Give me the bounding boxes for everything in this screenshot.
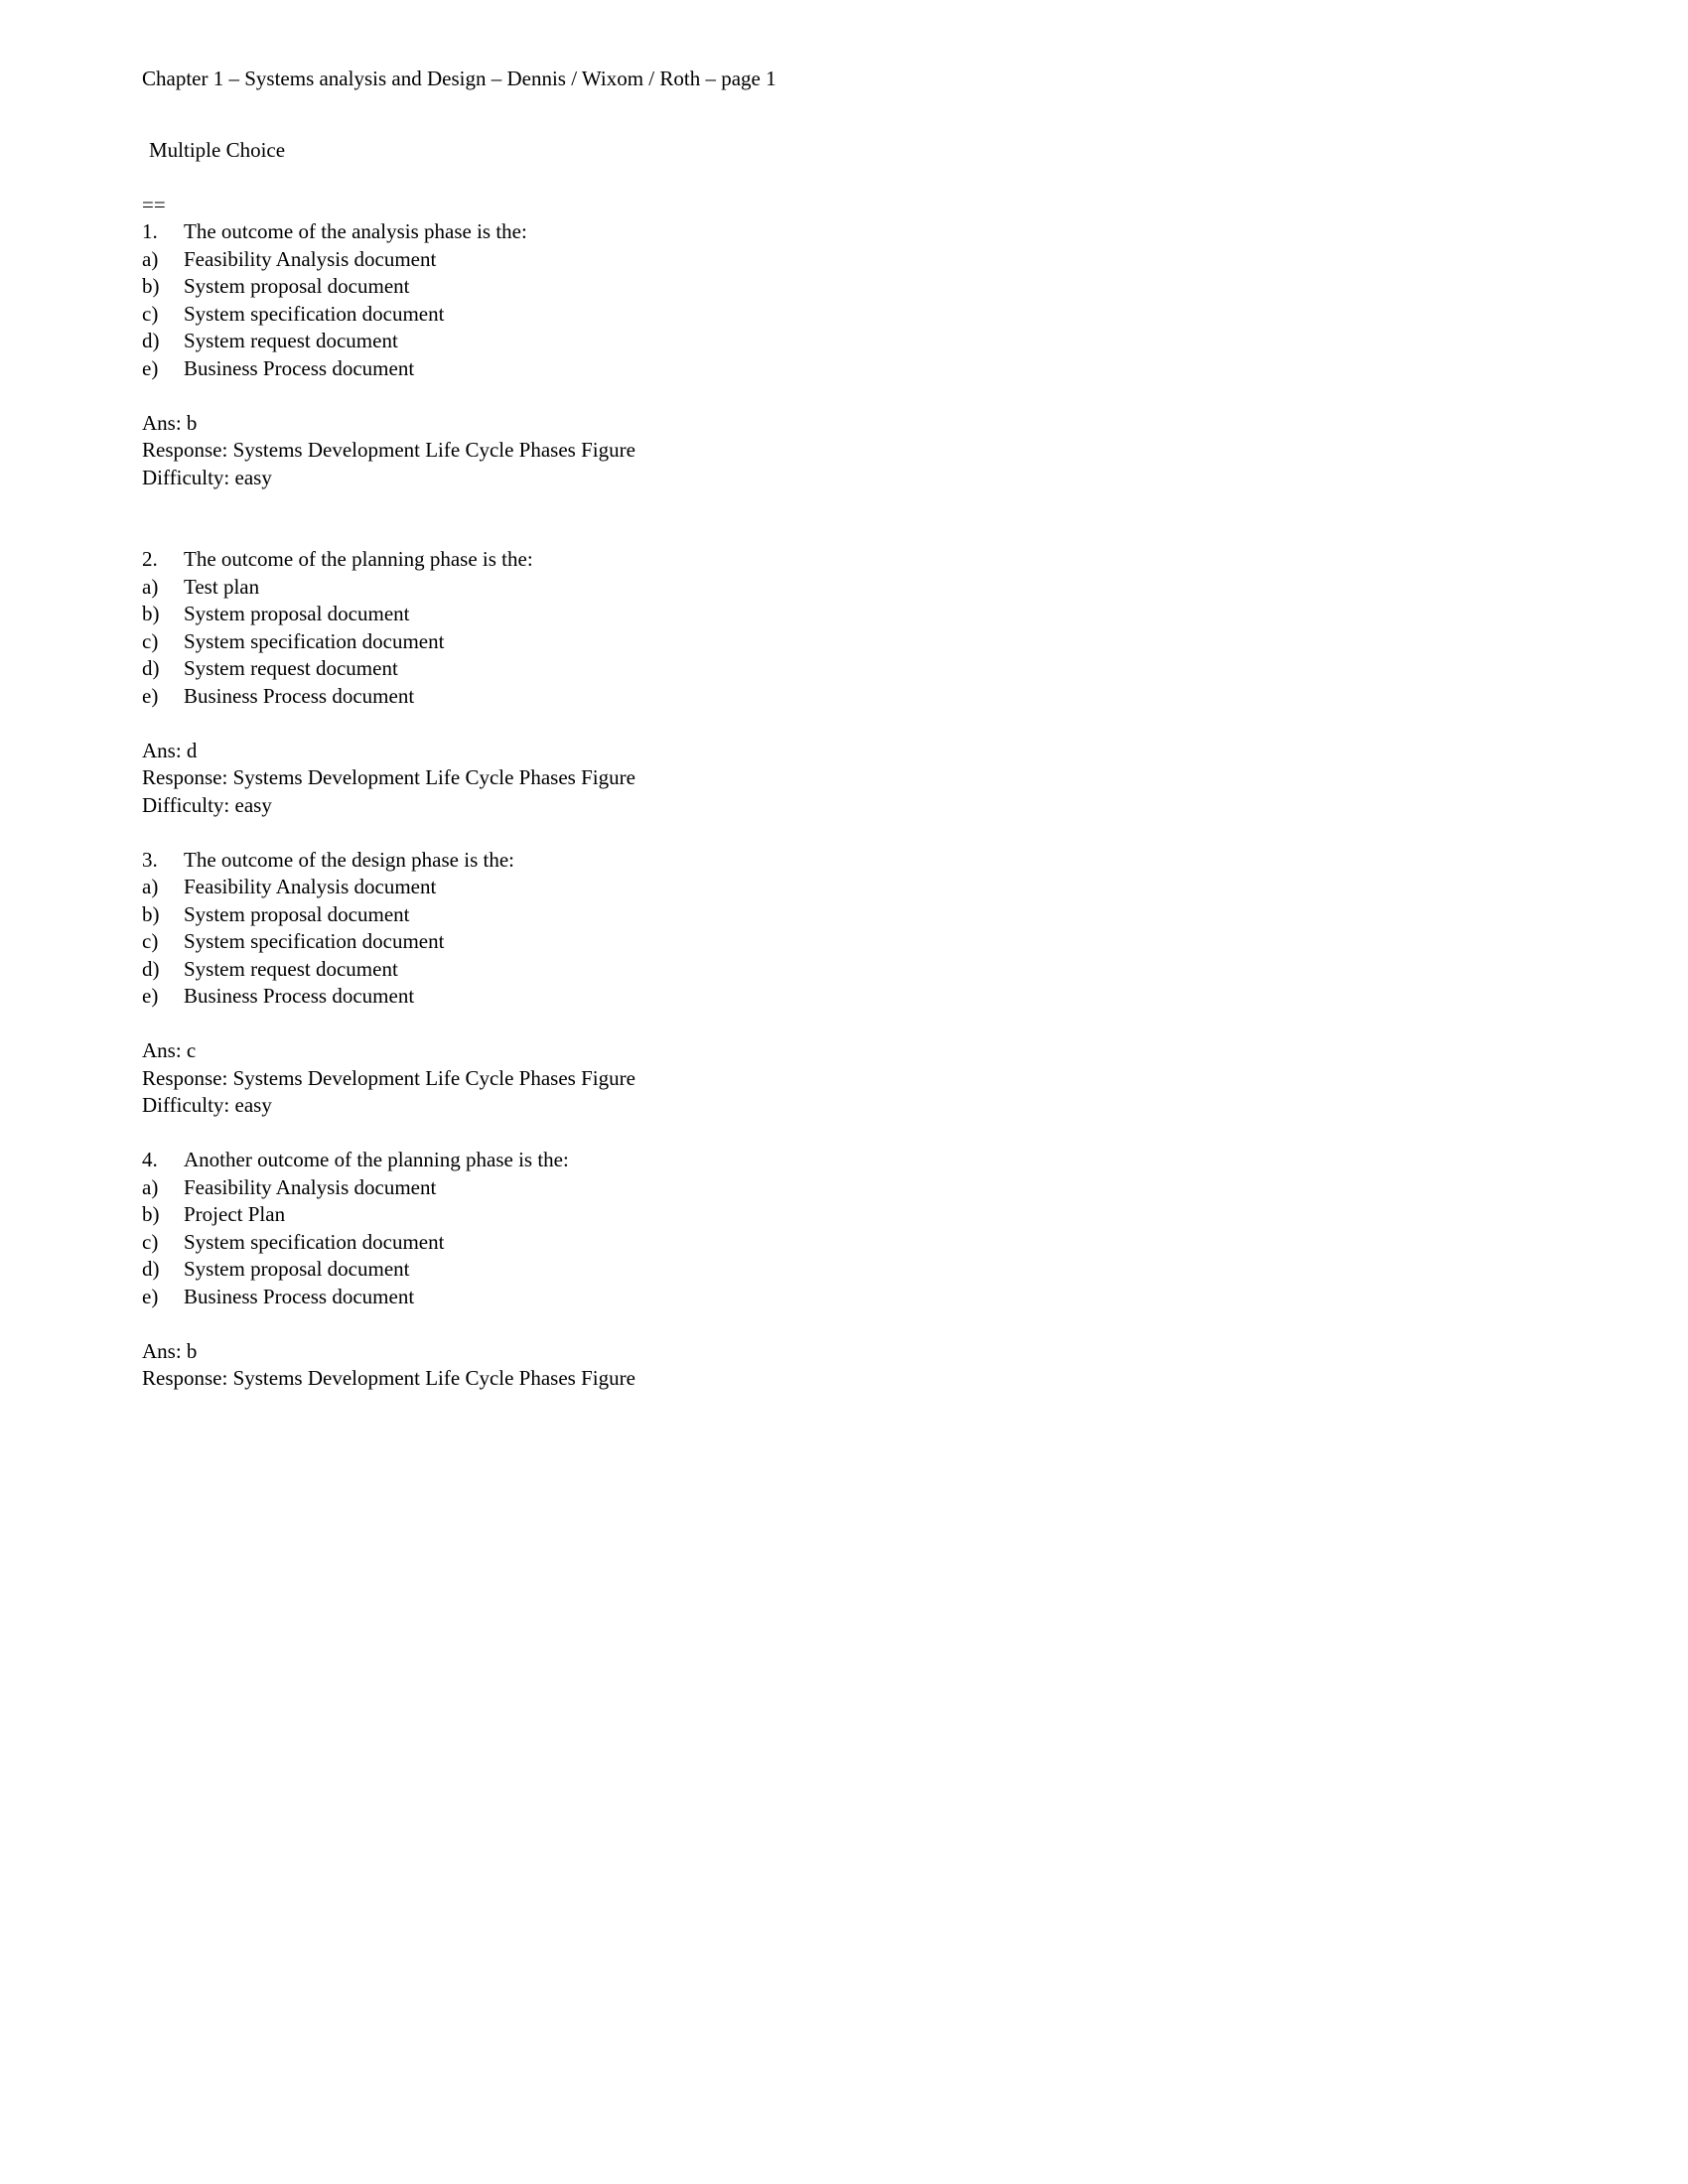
question-text: The outcome of the planning phase is the:	[184, 547, 533, 571]
question-block	[142, 546, 1433, 819]
document-page	[142, 66, 1433, 1420]
option-line	[142, 1284, 1433, 1311]
question-number: 1.	[142, 219, 158, 243]
question-block	[142, 1147, 1433, 1393]
answer-line: Ans: c	[142, 1038, 197, 1062]
option-line	[142, 301, 1433, 329]
difficulty-line: Difficulty: easy	[142, 792, 272, 817]
response-line: Response: Systems Development Life Cycle Phases Figure	[142, 1065, 635, 1090]
option-line	[142, 956, 1433, 984]
option-letter: e)	[142, 984, 159, 1008]
question-block	[142, 218, 1433, 491]
option-text: Feasibility Analysis document	[184, 246, 437, 271]
question-number: 2.	[142, 547, 158, 571]
option-line	[142, 355, 1433, 383]
option-text: Project Plan	[184, 1202, 286, 1226]
option-letter: c)	[142, 628, 159, 653]
option-text: System specification document	[184, 628, 445, 653]
difficulty-line: Difficulty: easy	[142, 1093, 272, 1117]
page-header: Chapter 1 – Systems analysis and Design – Dennis / Wixom / Roth – page 1	[142, 67, 776, 90]
option-letter: e)	[142, 1284, 159, 1308]
question-text: The outcome of the design phase is the:	[184, 847, 514, 872]
option-line	[142, 273, 1433, 301]
option-letter: c)	[142, 1229, 159, 1254]
option-line	[142, 574, 1433, 602]
answer-line: Ans: b	[142, 410, 198, 435]
option-text: System proposal document	[184, 1257, 410, 1281]
option-letter: e)	[142, 683, 159, 708]
option-text: System proposal document	[184, 901, 410, 926]
option-text: Test plan	[184, 574, 260, 599]
option-line	[142, 983, 1433, 1011]
question-number: 4.	[142, 1148, 158, 1171]
option-text: Business Process document	[184, 984, 415, 1008]
option-line	[142, 246, 1433, 274]
option-letter: b)	[142, 274, 160, 298]
option-line	[142, 1174, 1433, 1202]
option-line	[142, 874, 1433, 901]
option-letter: b)	[142, 602, 160, 625]
option-letter: d)	[142, 329, 160, 352]
option-text: System request document	[184, 656, 398, 680]
option-letter: d)	[142, 656, 160, 680]
section-title: Multiple Choice	[149, 137, 286, 162]
option-text: System specification document	[184, 929, 445, 953]
option-text: System proposal document	[184, 274, 410, 298]
option-text: Feasibility Analysis document	[184, 1174, 437, 1199]
option-line	[142, 901, 1433, 929]
question-line	[142, 546, 1433, 574]
option-text: Business Process document	[184, 355, 415, 380]
question-line	[142, 1147, 1433, 1174]
option-letter: b)	[142, 901, 160, 926]
option-letter: e)	[142, 355, 159, 380]
option-text: System request document	[184, 329, 398, 352]
option-text: Business Process document	[184, 1284, 415, 1308]
option-text: Business Process document	[184, 683, 415, 708]
option-letter: a)	[142, 1174, 159, 1199]
option-letter: c)	[142, 929, 159, 953]
separator: ==	[142, 192, 166, 216]
question-text: The outcome of the analysis phase is the:	[184, 219, 527, 243]
question-number: 3.	[142, 847, 158, 872]
difficulty-line: Difficulty: easy	[142, 465, 272, 489]
response-line: Response: Systems Development Life Cycle Phases Figure	[142, 438, 635, 462]
option-line	[142, 655, 1433, 683]
question-text: Another outcome of the planning phase is the:	[184, 1148, 569, 1171]
option-text: System proposal document	[184, 602, 410, 625]
option-text: System request document	[184, 956, 398, 981]
option-line	[142, 1201, 1433, 1229]
option-line	[142, 1229, 1433, 1257]
response-line: Response: Systems Development Life Cycle Phases Figure	[142, 765, 635, 789]
option-letter: d)	[142, 1257, 160, 1281]
answer-line: Ans: b	[142, 1338, 198, 1363]
option-letter: a)	[142, 574, 159, 599]
option-line	[142, 328, 1433, 355]
option-line	[142, 1256, 1433, 1284]
option-text: Feasibility Analysis document	[184, 875, 437, 898]
option-text: System specification document	[184, 1229, 445, 1254]
option-letter: a)	[142, 875, 159, 898]
option-letter: c)	[142, 301, 159, 326]
option-text: System specification document	[184, 301, 445, 326]
answer-line: Ans: d	[142, 738, 198, 762]
option-letter: a)	[142, 246, 159, 271]
option-line	[142, 928, 1433, 956]
option-line	[142, 683, 1433, 711]
question-line	[142, 218, 1433, 246]
response-line: Response: Systems Development Life Cycle Phases Figure	[142, 1366, 635, 1390]
option-line	[142, 601, 1433, 628]
option-line	[142, 628, 1433, 656]
option-letter: d)	[142, 956, 160, 981]
question-block	[142, 847, 1433, 1120]
question-line	[142, 847, 1433, 875]
option-letter: b)	[142, 1202, 160, 1226]
